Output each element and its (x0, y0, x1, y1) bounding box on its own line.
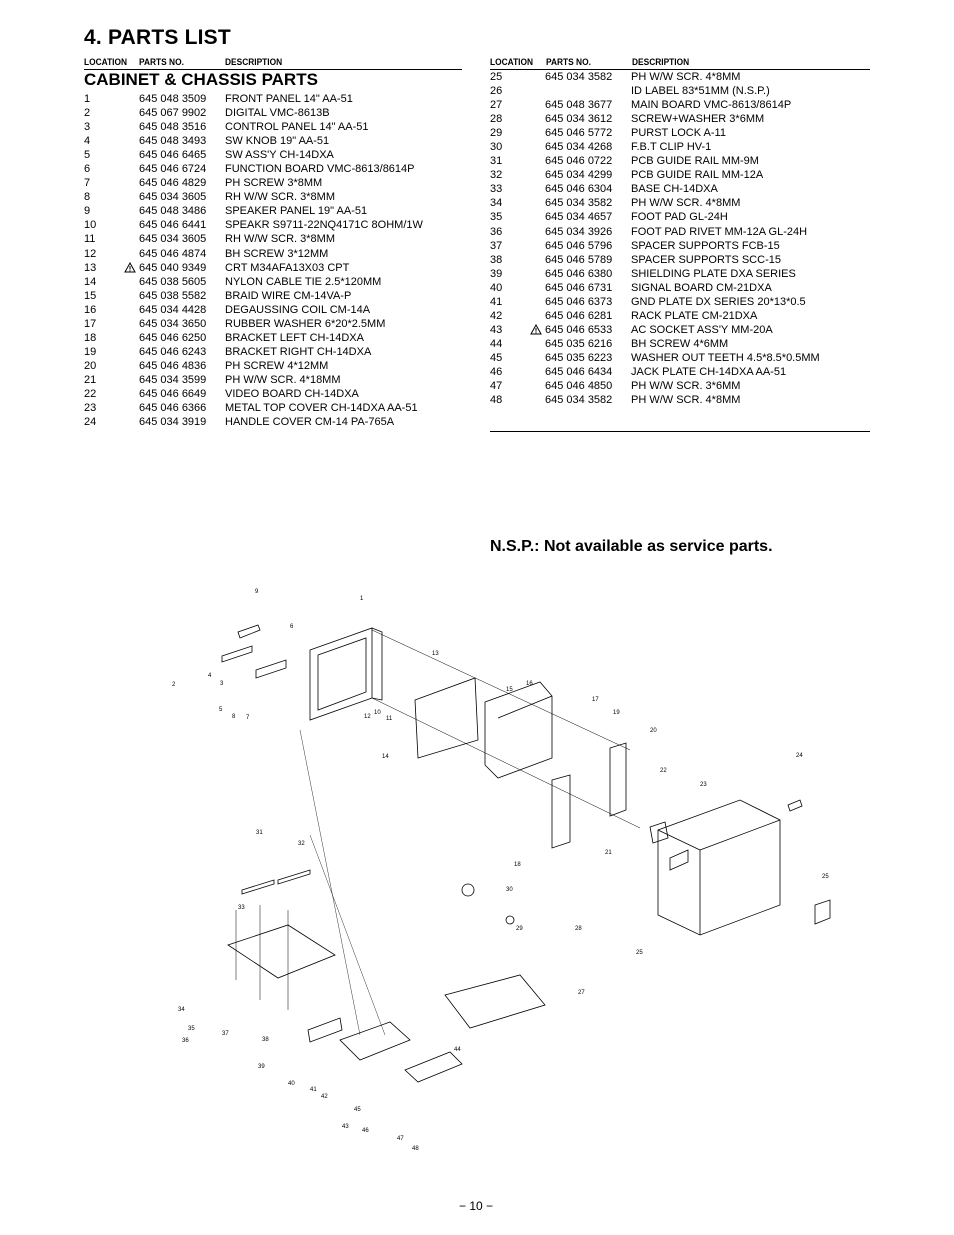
parts-table-right (490, 70, 870, 407)
description-cell: METAL TOP COVER CH-14DXA AA-51 (225, 402, 418, 415)
parts-no-cell: 645 035 6223 (545, 351, 613, 364)
table-row (490, 112, 870, 126)
description-cell: PH SCREW 4*12MM (225, 359, 329, 372)
table-row (84, 247, 464, 261)
table-row (84, 106, 464, 120)
table-row (490, 182, 870, 196)
location-cell: 15 (84, 289, 97, 302)
callout-19: 19 (613, 710, 620, 716)
location-cell: 39 (490, 267, 503, 280)
parts-no-cell: 645 034 3650 (139, 317, 207, 330)
header-parts-no-right: PARTS NO. (546, 57, 591, 68)
callout-45: 45 (354, 1107, 361, 1113)
parts-no-cell: 645 046 0722 (545, 155, 613, 168)
callout-21: 21 (605, 850, 612, 856)
parts-no-cell: 645 034 3926 (545, 225, 613, 238)
table-row (84, 134, 464, 148)
table-row (84, 120, 464, 134)
location-cell: 1 (84, 93, 91, 105)
table-row (84, 204, 464, 218)
description-cell: WASHER OUT TEETH 4.5*8.5*0.5MM (631, 351, 820, 364)
parts-no-cell: 645 048 3486 (139, 205, 207, 218)
table-row (490, 379, 870, 393)
crt-part (415, 678, 478, 758)
table-row (84, 190, 464, 204)
parts-no-cell: 645 034 3582 (545, 197, 613, 210)
table-row (490, 393, 870, 407)
description-cell: GND PLATE DX SERIES 20*13*0.5 (631, 295, 806, 308)
location-cell: 46 (490, 365, 503, 378)
location-cell: 18 (84, 331, 97, 344)
location-cell: 44 (490, 337, 503, 350)
parts-no-cell: 645 046 4829 (139, 177, 207, 190)
table-row (490, 84, 870, 98)
table-row (490, 239, 870, 253)
description-cell: PH W/W SCR. 4*8MM (631, 394, 741, 407)
table-row (84, 232, 464, 246)
description-cell: RACK PLATE CM-21DXA (631, 309, 758, 322)
description-cell: SPACER SUPPORTS FCB-15 (631, 239, 780, 252)
nsp-note: N.S.P.: Not available as service parts. (490, 538, 773, 555)
description-cell: FOOT PAD RIVET MM-12A GL-24H (631, 225, 808, 238)
description-cell: FRONT PANEL 14" AA-51 (225, 93, 353, 105)
parts-table-left (84, 92, 464, 429)
base-part (228, 925, 335, 978)
table-row (84, 401, 464, 415)
parts-no-cell: 645 046 6373 (545, 295, 613, 308)
exploded-view-diagram (160, 580, 840, 1180)
location-cell: 3 (84, 121, 91, 134)
table-row (490, 337, 870, 351)
callout-7: 7 (246, 715, 250, 721)
description-cell: PH W/W SCR. 4*18MM (225, 373, 341, 386)
parts-no-cell: 645 046 6281 (545, 309, 613, 322)
callout-4: 4 (208, 673, 212, 679)
table-row (490, 365, 870, 379)
header-location-left: LOCATION (84, 57, 128, 68)
table-row (490, 309, 870, 323)
callout-25a: 25 (636, 950, 643, 956)
table-row (490, 196, 870, 210)
location-cell: 32 (490, 169, 503, 182)
parts-no-cell: 645 046 4850 (545, 380, 613, 393)
description-cell: PH W/W SCR. 4*8MM (631, 71, 741, 83)
description-cell: NYLON CABLE TIE 2.5*120MM (225, 275, 382, 288)
callout-29: 29 (516, 926, 523, 932)
table-row (490, 168, 870, 182)
location-cell: 47 (490, 380, 503, 393)
location-cell: 12 (84, 247, 97, 260)
description-cell: DIGITAL VMC-8613B (225, 107, 330, 120)
parts-no-cell: 645 034 4428 (139, 303, 207, 316)
callout-13: 13 (432, 651, 439, 657)
callout-24: 24 (796, 753, 803, 759)
parts-no-cell: 645 034 4657 (545, 211, 613, 224)
fbt-clip-part (462, 884, 474, 896)
header-description-right: DESCRIPTION (632, 57, 690, 68)
callout-18: 18 (514, 862, 521, 868)
description-cell: RUBBER WASHER 6*20*2.5MM (225, 317, 386, 330)
parts-no-cell: 645 048 3516 (139, 121, 207, 134)
main-board-part (445, 975, 545, 1028)
parts-no-cell: 645 046 5789 (545, 253, 613, 266)
location-cell: 5 (84, 149, 91, 162)
degaussing-coil-part (485, 682, 552, 778)
description-cell: SCREW+WASHER 3*6MM (631, 113, 765, 126)
location-cell: 31 (490, 155, 503, 168)
callout-31: 31 (256, 830, 263, 836)
description-cell: BH SCREW 4*6MM (631, 337, 729, 350)
table-row (490, 253, 870, 267)
table-row (490, 154, 870, 168)
description-cell: RH W/W SCR. 3*8MM (225, 233, 335, 246)
location-cell: 14 (84, 275, 97, 288)
callout-38: 38 (262, 1037, 269, 1043)
parts-no-cell: 645 038 5582 (139, 289, 207, 302)
location-cell: 40 (490, 281, 503, 294)
location-cell: 23 (84, 402, 97, 415)
parts-no-cell: 645 034 3582 (545, 71, 613, 83)
table-row (490, 295, 870, 309)
video-board-part (650, 822, 668, 843)
location-cell: 25 (490, 71, 503, 83)
table-row (84, 415, 464, 429)
location-cell: 22 (84, 387, 97, 400)
parts-no-cell: 645 046 5796 (545, 239, 613, 252)
callout-11: 11 (386, 716, 393, 722)
table-row (84, 148, 464, 162)
location-cell: 9 (84, 205, 91, 218)
description-cell: SPEAKR S9711-22NQ4171C 8OHM/1W (225, 219, 423, 232)
table-row (84, 387, 464, 401)
signal-board-part (340, 1022, 410, 1060)
callout-3: 3 (220, 681, 224, 687)
callout-47: 47 (397, 1136, 404, 1142)
table-row (84, 373, 464, 387)
table-row (84, 275, 464, 289)
description-cell: PCB GUIDE RAIL MM-9M (631, 155, 759, 168)
callout-27: 27 (578, 990, 585, 996)
shielding-plate-part (308, 1018, 342, 1042)
callout-5: 5 (219, 707, 223, 713)
callout-22: 22 (660, 768, 667, 774)
table-row (84, 331, 464, 345)
table-row (490, 140, 870, 154)
description-cell: VIDEO BOARD CH-14DXA (225, 387, 359, 400)
table-row (84, 261, 464, 275)
parts-no-cell: 645 046 6441 (139, 219, 207, 232)
description-cell: PH SCREW 3*8MM (225, 177, 323, 190)
parts-no-cell: 645 046 6434 (545, 365, 613, 378)
callout-15: 15 (506, 687, 513, 693)
parts-no-cell: 645 046 6724 (139, 163, 207, 176)
location-cell: 11 (84, 233, 96, 246)
table-row (84, 303, 464, 317)
parts-no-cell: 645 046 5772 (545, 127, 613, 140)
description-cell: ID LABEL 83*51MM (N.S.P.) (631, 85, 770, 98)
callout-10: 10 (374, 710, 381, 716)
header-description-left: DESCRIPTION (225, 57, 283, 68)
parts-no-cell: 645 034 3919 (139, 416, 207, 429)
page-title: 4. PARTS LIST (84, 26, 231, 49)
table-row (84, 359, 464, 373)
callout-37: 37 (222, 1031, 229, 1037)
parts-no-cell: 645 046 4836 (139, 359, 207, 372)
location-cell: 41 (490, 295, 503, 308)
table-row (490, 351, 870, 365)
location-cell: 17 (84, 317, 97, 330)
description-cell: PH W/W SCR. 3*6MM (631, 380, 741, 393)
parts-no-cell: 645 046 6465 (139, 149, 207, 162)
description-cell: SIGNAL BOARD CM-21DXA (631, 281, 772, 294)
parts-no-cell: 645 046 6250 (139, 331, 207, 344)
description-cell: SHIELDING PLATE DXA SERIES (631, 267, 796, 280)
parts-no-cell: 645 046 4874 (139, 247, 207, 260)
callout-14: 14 (382, 754, 389, 760)
callout-23: 23 (700, 782, 707, 788)
location-cell: 35 (490, 211, 503, 224)
description-cell: SPACER SUPPORTS SCC-15 (631, 253, 781, 266)
table-row (84, 92, 464, 106)
location-cell: 36 (490, 225, 503, 238)
parts-no-cell: 645 034 3612 (545, 113, 613, 126)
table-row (490, 281, 870, 295)
section-title: CABINET & CHASSIS PARTS (84, 70, 318, 89)
page-number: − 10 − (459, 1199, 494, 1213)
front-panel-part (310, 628, 372, 720)
location-cell: 29 (490, 127, 503, 140)
parts-no-cell: 645 034 3599 (139, 373, 207, 386)
callout-43: 43 (342, 1124, 349, 1130)
table-row (84, 345, 464, 359)
description-cell: CONTROL PANEL 14" AA-51 (225, 121, 369, 134)
parts-no-cell: 645 067 9902 (139, 107, 207, 120)
table-row (490, 70, 870, 84)
id-label-part (815, 900, 830, 924)
callout-16: 16 (526, 681, 533, 687)
description-cell: CRT M34AFA13X03 CPT (225, 261, 350, 274)
callout-40: 40 (288, 1081, 295, 1087)
pcb-guide-rail-part (242, 880, 274, 894)
location-cell: 7 (84, 177, 91, 190)
description-cell: PURST LOCK A-11 (631, 127, 726, 140)
description-cell: BRACKET LEFT CH-14DXA (225, 331, 364, 344)
description-cell: BH SCREW 3*12MM (225, 247, 329, 260)
table-row (84, 176, 464, 190)
description-cell: F.B.T CLIP HV-1 (631, 141, 712, 154)
parts-no-cell: 645 038 5605 (139, 275, 207, 288)
description-cell: SW ASS'Y CH-14DXA (225, 149, 334, 162)
speaker-panel-part (238, 625, 260, 638)
callout-42: 42 (321, 1094, 328, 1100)
callout-44: 44 (454, 1047, 461, 1053)
description-cell: BRAID WIRE CM-14VA-P (225, 289, 352, 302)
location-cell: 19 (84, 345, 97, 358)
description-cell: SW KNOB 19" AA-51 (225, 135, 330, 148)
parts-no-cell: 645 048 3509 (139, 93, 207, 105)
callout-8: 8 (232, 714, 236, 720)
safety-warning-icon (124, 262, 136, 273)
location-cell: 16 (84, 303, 97, 316)
description-cell: JACK PLATE CH-14DXA AA-51 (631, 365, 787, 378)
description-cell: BRACKET RIGHT CH-14DXA (225, 345, 372, 358)
parts-no-cell: 645 034 3605 (139, 191, 207, 204)
callout-20: 20 (650, 728, 657, 734)
description-cell: DEGAUSSING COIL CM-14A (225, 303, 371, 316)
callout-41: 41 (310, 1087, 317, 1093)
header-parts-no-left: PARTS NO. (139, 57, 184, 68)
location-cell: 8 (84, 191, 91, 204)
location-cell: 24 (84, 416, 97, 429)
location-cell: 6 (84, 163, 91, 176)
parts-no-cell: 645 034 4268 (545, 141, 613, 154)
location-cell: 28 (490, 113, 503, 126)
callout-46: 46 (362, 1128, 369, 1134)
location-cell: 42 (490, 309, 503, 322)
parts-no-cell: 645 035 6216 (545, 337, 613, 350)
parts-no-cell: 645 048 3493 (139, 135, 207, 148)
callout-30: 30 (506, 887, 513, 893)
callout-9: 9 (255, 589, 259, 595)
safety-warning-icon (530, 324, 542, 335)
description-cell: FUNCTION BOARD VMC-8613/8614P (225, 163, 415, 176)
parts-no-cell: 645 040 9349 (139, 261, 207, 274)
parts-no-cell: 645 046 6731 (545, 281, 613, 294)
location-cell: 33 (490, 183, 503, 196)
description-cell: SPEAKER PANEL 19" AA-51 (225, 205, 368, 218)
jack-plate-part (405, 1052, 462, 1082)
table-row (490, 225, 870, 239)
table-row (84, 317, 464, 331)
parts-no-cell: 645 046 6304 (545, 183, 613, 196)
table-row (84, 218, 464, 232)
location-cell: 10 (84, 219, 97, 232)
callout-32: 32 (298, 841, 305, 847)
location-cell: 45 (490, 351, 503, 364)
header-location-right: LOCATION (490, 57, 534, 68)
description-cell: MAIN BOARD VMC-8613/8614P (631, 99, 792, 112)
callout-17: 17 (592, 697, 599, 703)
handle-cover-part (788, 800, 802, 811)
table-row (490, 267, 870, 281)
location-cell: 43 (490, 323, 503, 336)
location-cell: 4 (84, 135, 91, 148)
location-cell: 34 (490, 197, 503, 210)
description-cell: BASE CH-14DXA (631, 183, 718, 196)
table-row (84, 289, 464, 303)
callout-39: 39 (258, 1064, 265, 1070)
parts-no-cell: 645 046 6649 (139, 387, 207, 400)
parts-no-cell: 645 046 6243 (139, 345, 207, 358)
location-cell: 37 (490, 239, 503, 252)
location-cell: 20 (84, 359, 97, 372)
table-row (490, 98, 870, 112)
description-cell: HANDLE COVER CM-14 PA-765A (225, 416, 395, 429)
callout-33: 33 (238, 905, 245, 911)
parts-no-cell: 645 034 3582 (545, 394, 613, 407)
parts-no-cell: 645 034 4299 (545, 169, 613, 182)
description-cell: FOOT PAD GL-24H (631, 211, 728, 224)
bracket-right-part (610, 743, 626, 816)
callout-28: 28 (575, 926, 582, 932)
table-bottom-rule (490, 431, 870, 432)
callout-25b: 25 (822, 874, 829, 880)
callout-6: 6 (290, 624, 294, 630)
parts-no-cell: 645 034 3605 (139, 233, 207, 246)
location-cell: 26 (490, 85, 503, 98)
parts-no-cell: 645 046 6533 (545, 323, 613, 336)
parts-no-cell: 645 046 6380 (545, 267, 613, 280)
description-cell: PH W/W SCR. 4*8MM (631, 197, 741, 210)
callout-36: 36 (182, 1038, 189, 1044)
callout-48: 48 (412, 1146, 419, 1152)
description-cell: AC SOCKET ASS'Y MM-20A (631, 323, 773, 336)
table-row (490, 323, 870, 337)
parts-no-cell: 645 046 6366 (139, 402, 207, 415)
description-cell: PCB GUIDE RAIL MM-12A (631, 169, 764, 182)
table-row (490, 126, 870, 140)
location-cell: 2 (84, 107, 91, 120)
location-cell: 48 (490, 394, 503, 407)
table-row (84, 162, 464, 176)
parts-no-cell: 645 048 3677 (545, 99, 613, 112)
location-cell: 13 (84, 261, 97, 274)
location-cell: 21 (84, 373, 97, 386)
table-row (490, 210, 870, 224)
location-cell: 30 (490, 141, 503, 154)
location-cell: 38 (490, 253, 503, 266)
callout-2: 2 (172, 682, 176, 688)
callout-12: 12 (364, 714, 371, 720)
callout-35: 35 (188, 1026, 195, 1032)
location-cell: 27 (490, 99, 503, 112)
callout-34: 34 (178, 1007, 185, 1013)
bracket-left-part (552, 775, 570, 848)
description-cell: RH W/W SCR. 3*8MM (225, 191, 335, 204)
callout-1: 1 (360, 596, 364, 602)
